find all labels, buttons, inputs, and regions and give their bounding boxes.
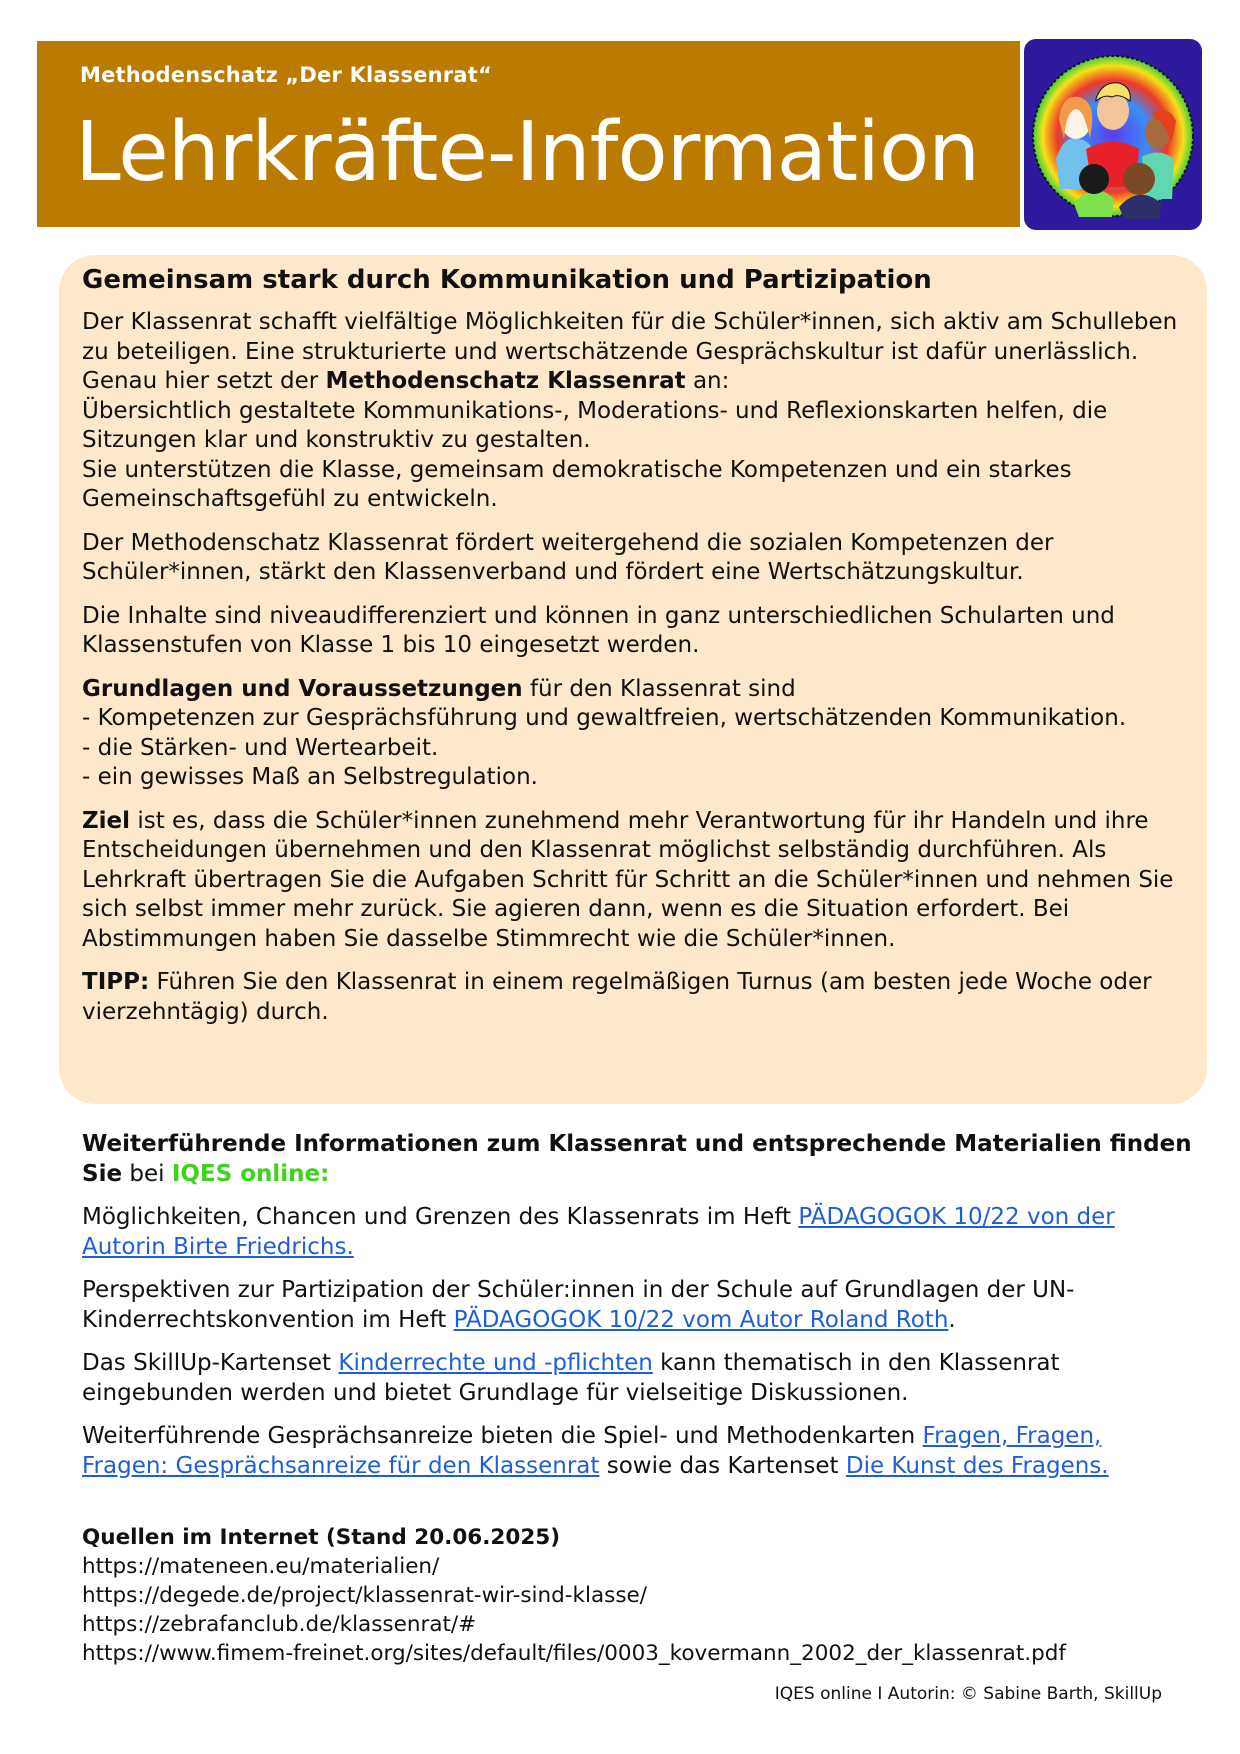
link-kinderrechte[interactable]: Kinderrechte und -pflichten [338,1350,653,1376]
intro-support-text: Sie unterstützen die Klasse, gemeinsam demokratische Kompetenzen und ein starkes Gemeinschaftsgefühl zu entwickeln. [82,456,1072,512]
source-url[interactable]: https://www.fimem-freinet.org/sites/default/files/0003_kovermann_2002_der_klassenrat.pdf [82,1641,1066,1666]
info-box-body [82,308,1182,1027]
further-info-section [82,1130,1192,1481]
resource-item: Möglichkeiten, Chancen und Grenzen des Klassenrats im Heft PÄDAGOGOK 10/22 von der Autorin Birte Friedrichs. [82,1204,1115,1260]
info-box-title: Gemeinsam stark durch Kommunikation und Partizipation [82,265,932,295]
link-paedagogik-friedrichs[interactable]: PÄDAGOGOK 10/22 von der Autorin Birte Friedrichs. [82,1204,1115,1260]
intro-method-line: Genau hier setzt der Methodenschatz Klassenrat an: [82,368,730,394]
tip-paragraph: TIPP: Führen Sie den Klassenrat in einem regelmäßigen Turnus (am besten jede Woche oder vierzehntägig) durch. [82,969,1152,1025]
source-url[interactable]: https://mateneen.eu/materialien/ [82,1554,440,1579]
basics-heading: Grundlagen und Voraussetzungen für den Klassenrat sind [82,675,796,702]
source-url[interactable]: https://degede.de/project/klassenrat-wir-sind-klasse/ [82,1583,648,1608]
sources-section [82,1523,1192,1668]
basics-item: - ein gewisses Maß an Selbstregulation. [82,764,538,790]
method-name: Methodenschatz Klassenrat [325,368,686,394]
source-url[interactable]: https://zebrafanclub.de/klassenrat/# [82,1612,477,1637]
further-info-heading: Weiterführende Informationen zum Klassenrat und entsprechende Materialien finden Sie bei IQES online: [82,1131,1192,1187]
resource-item: Weiterführende Gesprächsanreize bieten die Spiel- und Methodenkarten Fragen, Fragen, Fragen: Gesprächsanreize für den Klassenrat sowie das Kartenset Die Kunst des Fragens. [82,1423,1109,1479]
intro-cards-text: Übersichtlich gestaltete Kommunikations-, Moderations- und Reflexionskarten helfen, die Sitzungen klar und konstruktiv zu gestalten. [82,397,1108,453]
logo [1024,39,1202,230]
link-fragen-fragen[interactable]: Fragen, Fragen, Fragen: Gesprächsanreize für den Klassenrat [82,1423,1102,1479]
basics-section [82,675,1182,793]
header-banner [37,41,1020,227]
children-group-illustration-icon [1024,39,1202,230]
basics-item: - die Stärken- und Wertearbeit. [82,734,439,761]
link-paedagogik-roth[interactable]: PÄDAGOGOK 10/22 vom Autor Roland Roth [453,1306,949,1333]
footer-credit: IQES online I Autorin: © Sabine Barth, SkillUp [774,1684,1162,1704]
link-kunst-des-fragens[interactable]: Die Kunst des Fragens. [845,1452,1109,1479]
page-title: Lehrkräfte-Information [75,105,980,200]
intro-text: Der Klassenrat schafft vielfältige Möglichkeiten für die Schüler*innen, sich aktiv am Schulleben zu beteiligen. Eine strukturierte und wertschätzende Gesprächskultur ist dafür unerlässlich. [82,309,1178,365]
basics-item: - Kompetenzen zur Gesprächsführung und gewaltfreien, wertschätzenden Kommunikation. [82,705,1127,731]
resource-item: Perspektiven zur Partizipation der Schüler:innen in der Schule auf Grundlagen der UN-Kinderrechtskonvention im Heft PÄDAGOGOK 10/22 vom Autor Roland Roth. [82,1277,1075,1333]
goal-paragraph: Ziel ist es, dass die Schüler*innen zunehmend mehr Verantwortung für ihr Handeln und ihre Entscheidungen übernehmen und den Klassenrat möglichst selbständig durchführen. Als Lehrkraft übertragen Sie die Aufgaben Schritt für Schritt an die Schüler*innen und nehmen Sie sich selbst immer mehr zurück. Sie agieren dann, wenn es die Situation erfordert. Bei Abstimmungen haben Sie dasselbe Stimmrecht wie die Schüler*innen. [82,807,1174,952]
iqes-brand: IQES online: [171,1160,330,1187]
sources-heading: Quellen im Internet (Stand 20.06.2025) [82,1525,561,1550]
resource-item: Das SkillUp-Kartenset Kinderrechte und -pflichten kann thematisch in den Klassenrat eingebunden werden und bietet Grundlage für vielseitige Diskussionen. [82,1350,1060,1406]
series-subtitle: Methodenschatz „Der Klassenrat“ [80,63,492,87]
social-competence-paragraph: Der Methodenschatz Klassenrat fördert weitergehend die sozialen Kompetenzen der Schüler*innen, stärkt den Klassenverband und fördert eine Wertschätzungskultur. [82,529,1054,585]
differentiation-paragraph: Die Inhalte sind niveaudifferenziert und können in ganz unterschiedlichen Schularten und Klassenstufen von Klasse 1 bis 10 eingesetzt werden. [82,602,1115,658]
